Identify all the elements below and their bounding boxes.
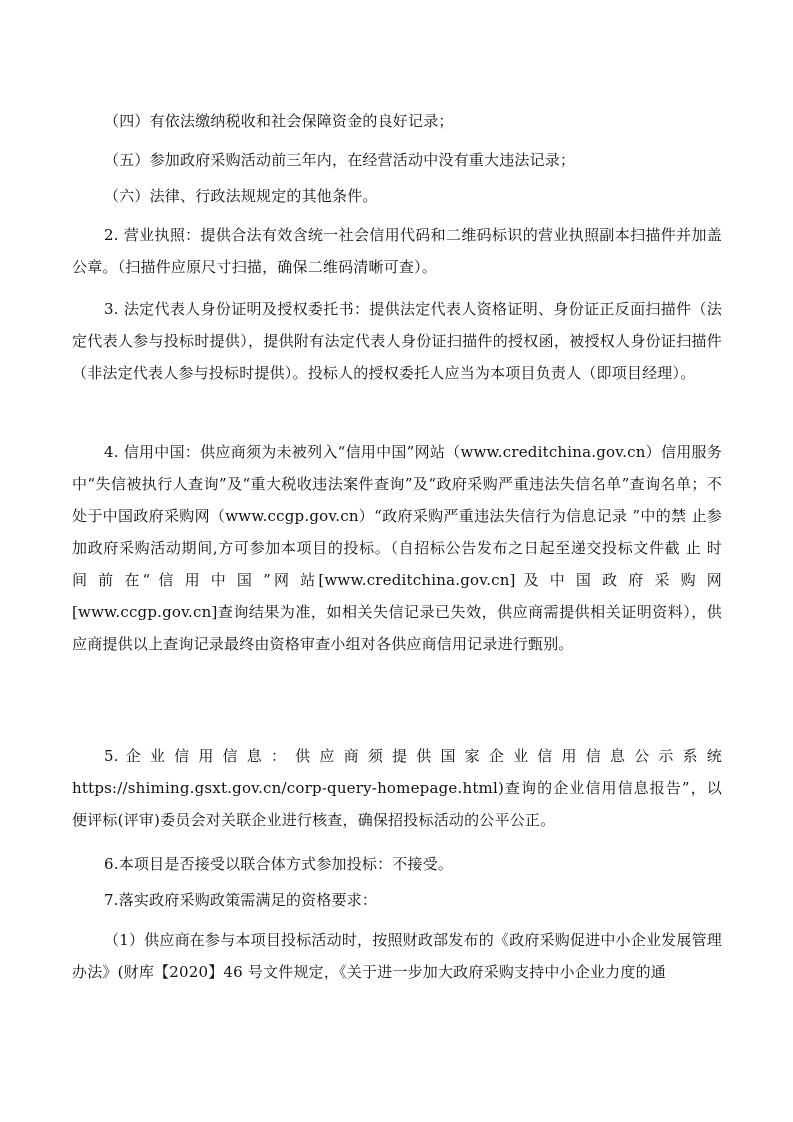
paragraph-consortium: 6.本项目是否接受以联合体方式参加投标：不接受。 bbox=[104, 855, 454, 873]
paragraph-legal-representative: 3. 法定代表人身份证明及授权委托书：提供法定代表人资格证明、身份证正反面扫描件（法定代表人参与投标时提供），提供附有法定代表人身份证扫描件的授权函，被授权人身份证扫描件（非法定代表人参与投标时提供）。投标人的授权委托人应当为本项目负责人（即项目经理）。 bbox=[72, 300, 722, 382]
paragraph-item-6: （六）法律、行政法规规定的其他条件。 bbox=[104, 187, 378, 205]
paragraph-policy-requirements: 7.落实政府采购政策需满足的资格要求： bbox=[104, 891, 378, 909]
paragraph-credit-china: 4. 信用中国：供应商须为未被列入“信用中国”网站（www.creditchina.gov.cn）信用服务中“失信被执行人查询”及“重大税收违法案件查询”及“政府采购严重违法失信名单”查询名单；不处于中国政府采购网（www.ccgp.gov.cn）“政府采购严重违法失信行为信息记录 ”中的禁 止参加政府采购活动期间,方可参加本项目的投标。（自招标公告发布之日起至递交投标文件截 止 时 间 前 在“ 信 用 中 国 ”网 站[www.creditchina.gov.cn] 及 中 国 政 府 采 购 网 [www.ccgp.gov.cn]查询结果为准，如相关失信记录已失效，供应商需提供相关证明资料），供应商提供以上查询记录最终由资格审查小组对各供应商信用记录进行甄别。 bbox=[72, 443, 722, 653]
paragraph-sme-policy: （1）供应商在参与本项目投标活动时，按照财政部发布的《政府采购促进中小企业发展管理办法》(财库【2020】46 号文件规定，《关于进一步加大政府采购支持中小企业力度的通 bbox=[72, 931, 722, 981]
paragraph-enterprise-credit: 5. 企 业 信 用 信 息 ： 供 应 商 须 提 供 国 家 企 业 信 用 信 息 公 示 系 统 https://shiming.gsxt.gov.cn/corp-query-homepage.html)查询的企业信用信息报告”，以便评标(评审)委员会对关联企业进行核查，确保招投标活动的公平公正。 bbox=[72, 747, 722, 829]
paragraph-item-4: （四）有依法缴纳税收和社会保障资金的良好记录； bbox=[104, 112, 454, 130]
paragraph-business-license: 2. 营业执照：提供合法有效含统一社会信用代码和二维码标识的营业执照副本扫描件并加盖公章。（扫描件应原尺寸扫描，确保二维码清晰可查）。 bbox=[72, 226, 722, 276]
paragraph-item-5: （五）参加政府采购活动前三年内，在经营活动中没有重大违法记录； bbox=[104, 151, 576, 169]
